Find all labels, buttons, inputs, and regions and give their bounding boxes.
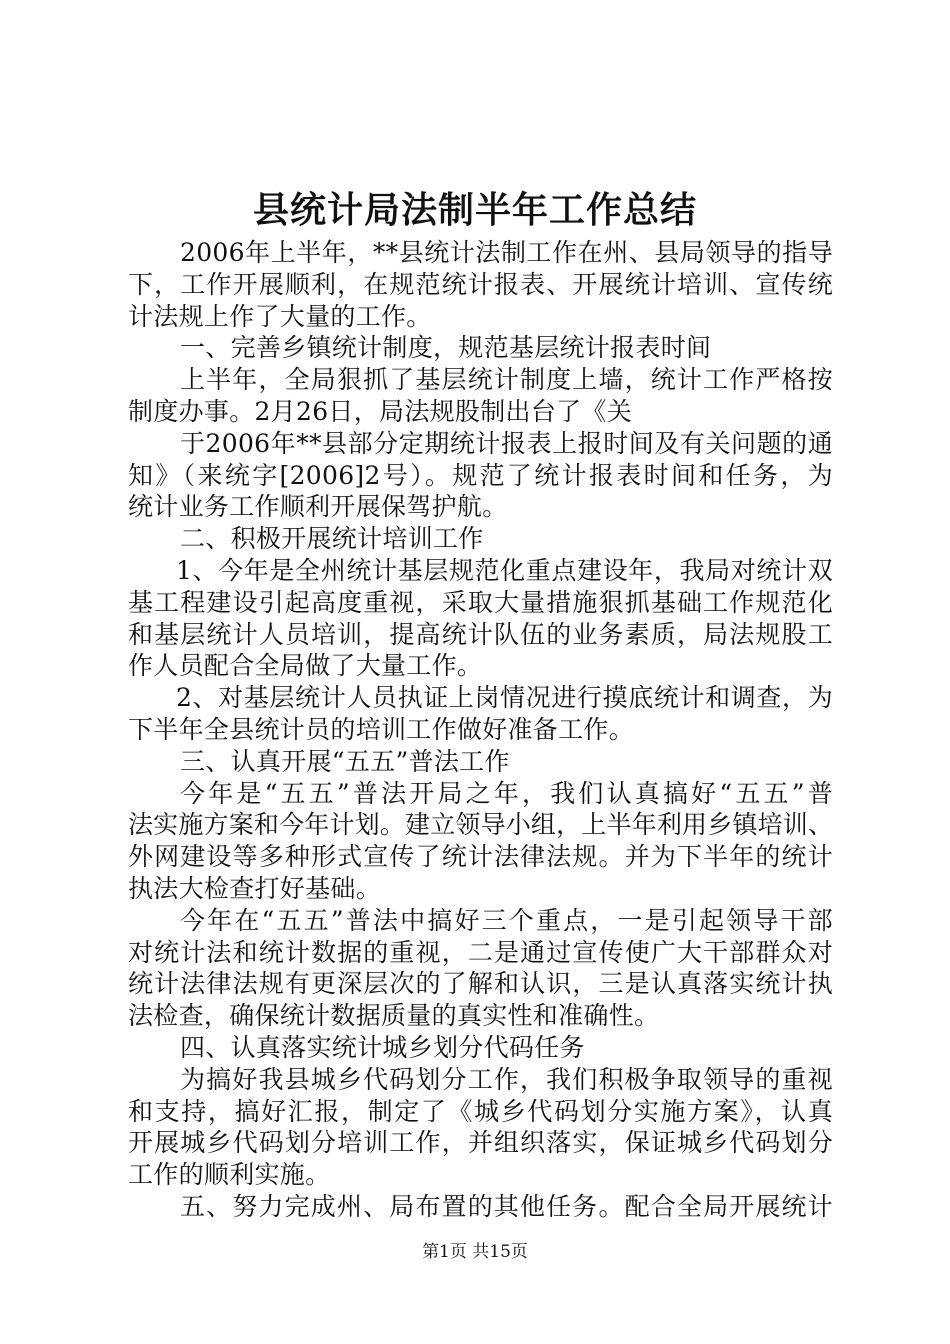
section-heading: 二、积极开展统计培训工作 bbox=[180, 524, 484, 554]
paragraph-line: 为搞好我县城乡代码划分工作，我们积极争取领导的重视 bbox=[180, 1064, 833, 1094]
paragraph-line: 作人员配合全局做了大量工作。 bbox=[128, 651, 483, 681]
paragraph-line: 今年在“五五”普法中搞好三个重点，一是引起领导干部 bbox=[180, 905, 833, 935]
paragraph-line: 2、对基层统计人员执证上岗情况进行摸底统计和调查，为 bbox=[176, 683, 833, 713]
paragraph-line: 1、今年是全州统计基层规范化重点建设年，我局对统计双 bbox=[176, 555, 833, 585]
paragraph-line: 法实施方案和今年计划。建立领导小组，上半年利用乡镇培训、 bbox=[128, 810, 833, 840]
paragraph-line: 法检查，确保统计数据质量的真实性和准确性。 bbox=[128, 1001, 660, 1031]
section-heading: 四、认真落实统计城乡划分代码任务 bbox=[180, 1032, 585, 1062]
paragraph-line: 执法大检查打好基础。 bbox=[128, 873, 382, 903]
document-body bbox=[128, 237, 833, 1223]
paragraph-line: 和支持，搞好汇报，制定了《城乡代码划分实施方案》，认真 bbox=[128, 1096, 833, 1126]
paragraph-line: 外网建设等多种形式宣传了统计法律法规。并为下半年的统计 bbox=[128, 842, 833, 872]
paragraph-line: 下半年全县统计员的培训工作做好准备工作。 bbox=[128, 714, 635, 744]
paragraph-line: 制度办事。2月26日，局法规股制出台了《关 bbox=[128, 396, 633, 426]
paragraph-line: 统计业务工作顺利开展保驾护航。 bbox=[128, 492, 508, 522]
paragraph-line: 2006年上半年，**县统计法制工作在州、县局领导的指导 bbox=[180, 238, 833, 267]
paragraph-line: 五、努力完成州、局布置的其他任务。配合全局开展统计 bbox=[180, 1191, 833, 1221]
paragraph-line: 上半年，全局狠抓了基层统计制度上墙，统计工作严格按 bbox=[180, 365, 833, 395]
paragraph-line: 于2006年**县部分定期统计报表上报时间及有关问题的通 bbox=[180, 428, 833, 458]
paragraph-line: 对统计法和统计数据的重视，二是通过宣传使广大干部群众对 bbox=[128, 937, 833, 967]
paragraph-line: 基工程建设引起高度重视，采取大量措施狠抓基础工作规范化 bbox=[128, 587, 833, 617]
paragraph-line: 今年是“五五”普法开局之年，我们认真搞好“五五”普 bbox=[180, 778, 833, 808]
paragraph-line: 和基层统计人员培训，提高统计队伍的业务素质，局法规股工 bbox=[128, 619, 833, 649]
paragraph-line: 开展城乡代码划分培训工作，并组织落实，保证城乡代码划分 bbox=[128, 1128, 833, 1158]
section-heading: 一、完善乡镇统计制度，规范基层统计报表时间 bbox=[180, 333, 712, 363]
paragraph-line: 下，工作开展顺利，在规范统计报表、开展统计培训、宣传统 bbox=[128, 269, 833, 299]
section-heading: 三、认真开展“五五”普法工作 bbox=[180, 746, 510, 776]
paragraph-line: 统计法律法规有更深层次的了解和认识，三是认真落实统计执 bbox=[128, 969, 833, 999]
document-title: 县统计局法制半年工作总结 bbox=[252, 189, 697, 231]
paragraph-line: 计法规上作了大量的工作。 bbox=[128, 301, 432, 331]
paragraph-line: 工作的顺利实施。 bbox=[128, 1160, 331, 1190]
paragraph-line: 知》（来统字[2006]2号）。规范了统计报表时间和任务，为 bbox=[128, 460, 833, 490]
page-number: 第1页 共15页 bbox=[422, 1242, 528, 1262]
